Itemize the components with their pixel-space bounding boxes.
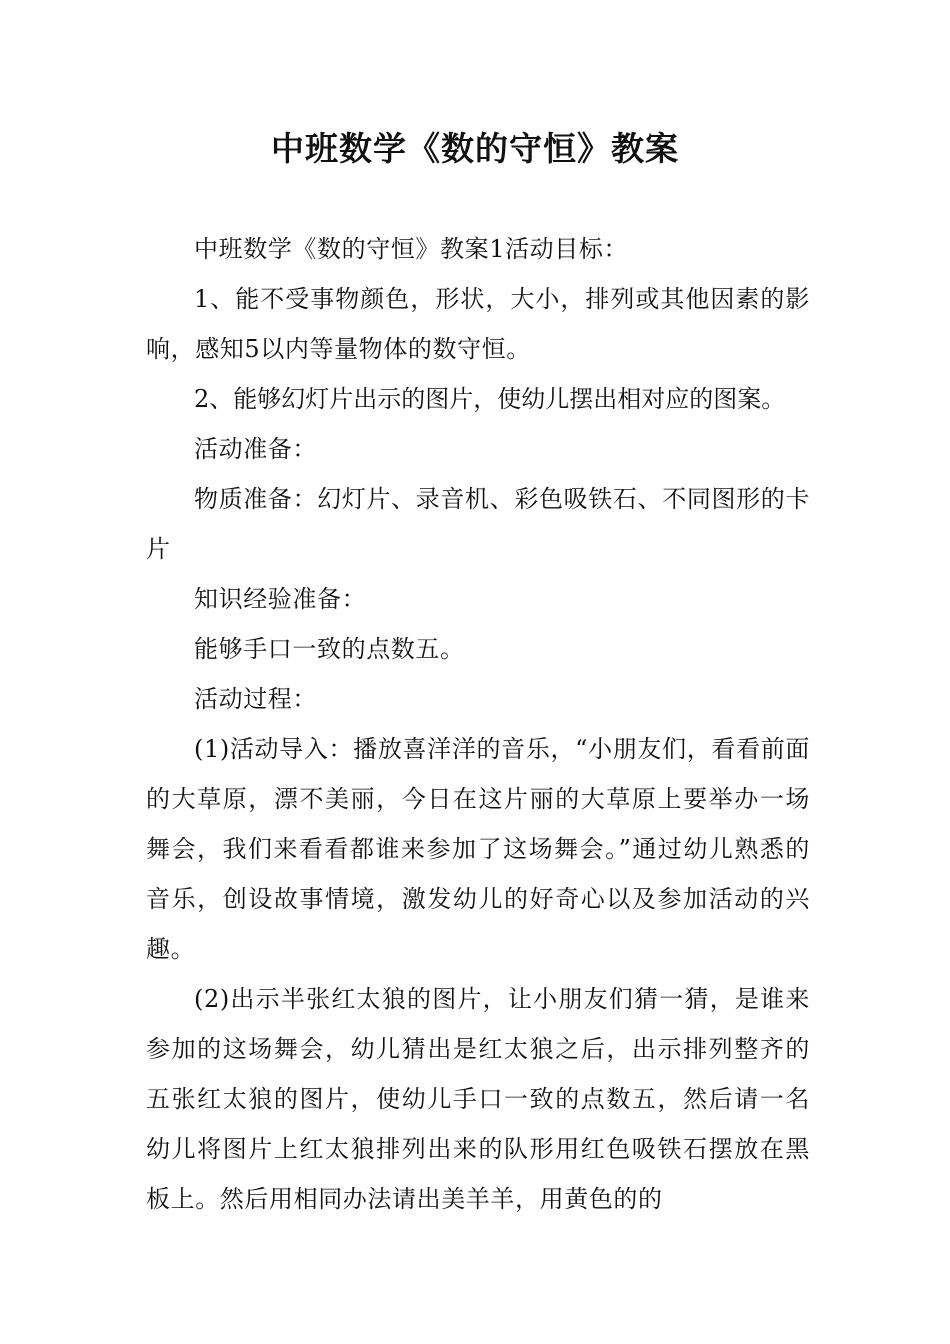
paragraph-goal-2: 2、能够幻灯片出示的图片，使幼儿摆出相对应的图案。 <box>194 385 786 413</box>
paragraph-process-step-2: (2)出示半张红太狼的图片，让小朋友们猜一猜，是谁来参加的这场舞会，幼儿猜出是红太狼之后，出示排列整齐的五张红太狼的图片，使幼儿手口一致的点数五，然后请一名幼儿将图片上红太狼排列出来的队形用红色吸铁石摆放在黑板上。然后用相同办法请出美羊羊，用黄色的的 <box>146 985 810 1213</box>
document-body <box>146 224 810 1224</box>
paragraph-process-heading: 活动过程： <box>194 685 317 713</box>
paragraph-knowledge-content: 能够手口一致的点数五。 <box>194 635 465 663</box>
document-title: 中班数学《数的守恒》教案 <box>271 129 679 168</box>
paragraph-knowledge-heading: 知识经验准备： <box>194 585 367 613</box>
paragraph-material-preparation: 物质准备：幻灯片、录音机、彩色吸铁石、不同图形的卡片 <box>146 485 810 563</box>
paragraph-preparation-heading: 活动准备： <box>194 435 317 463</box>
paragraph-goal-1: 1、能不受事物颜色，形状，大小，排列或其他因素的影响，感知5以内等量物体的数守恒。 <box>146 285 810 363</box>
paragraph-process-step-1: (1)活动导入：播放喜洋洋的音乐，“小朋友们，看看前面的大草原，漂不美丽，今日在这片丽的大草原上要举办一场舞会，我们来看看都谁来参加了这场舞会。”通过幼儿熟悉的音乐，创设故事情境，激发幼儿的好奇心以及参加活动的兴趣。 <box>146 735 810 963</box>
paragraph-intro: 中班数学《数的守恒》教案1活动目标： <box>194 235 629 263</box>
